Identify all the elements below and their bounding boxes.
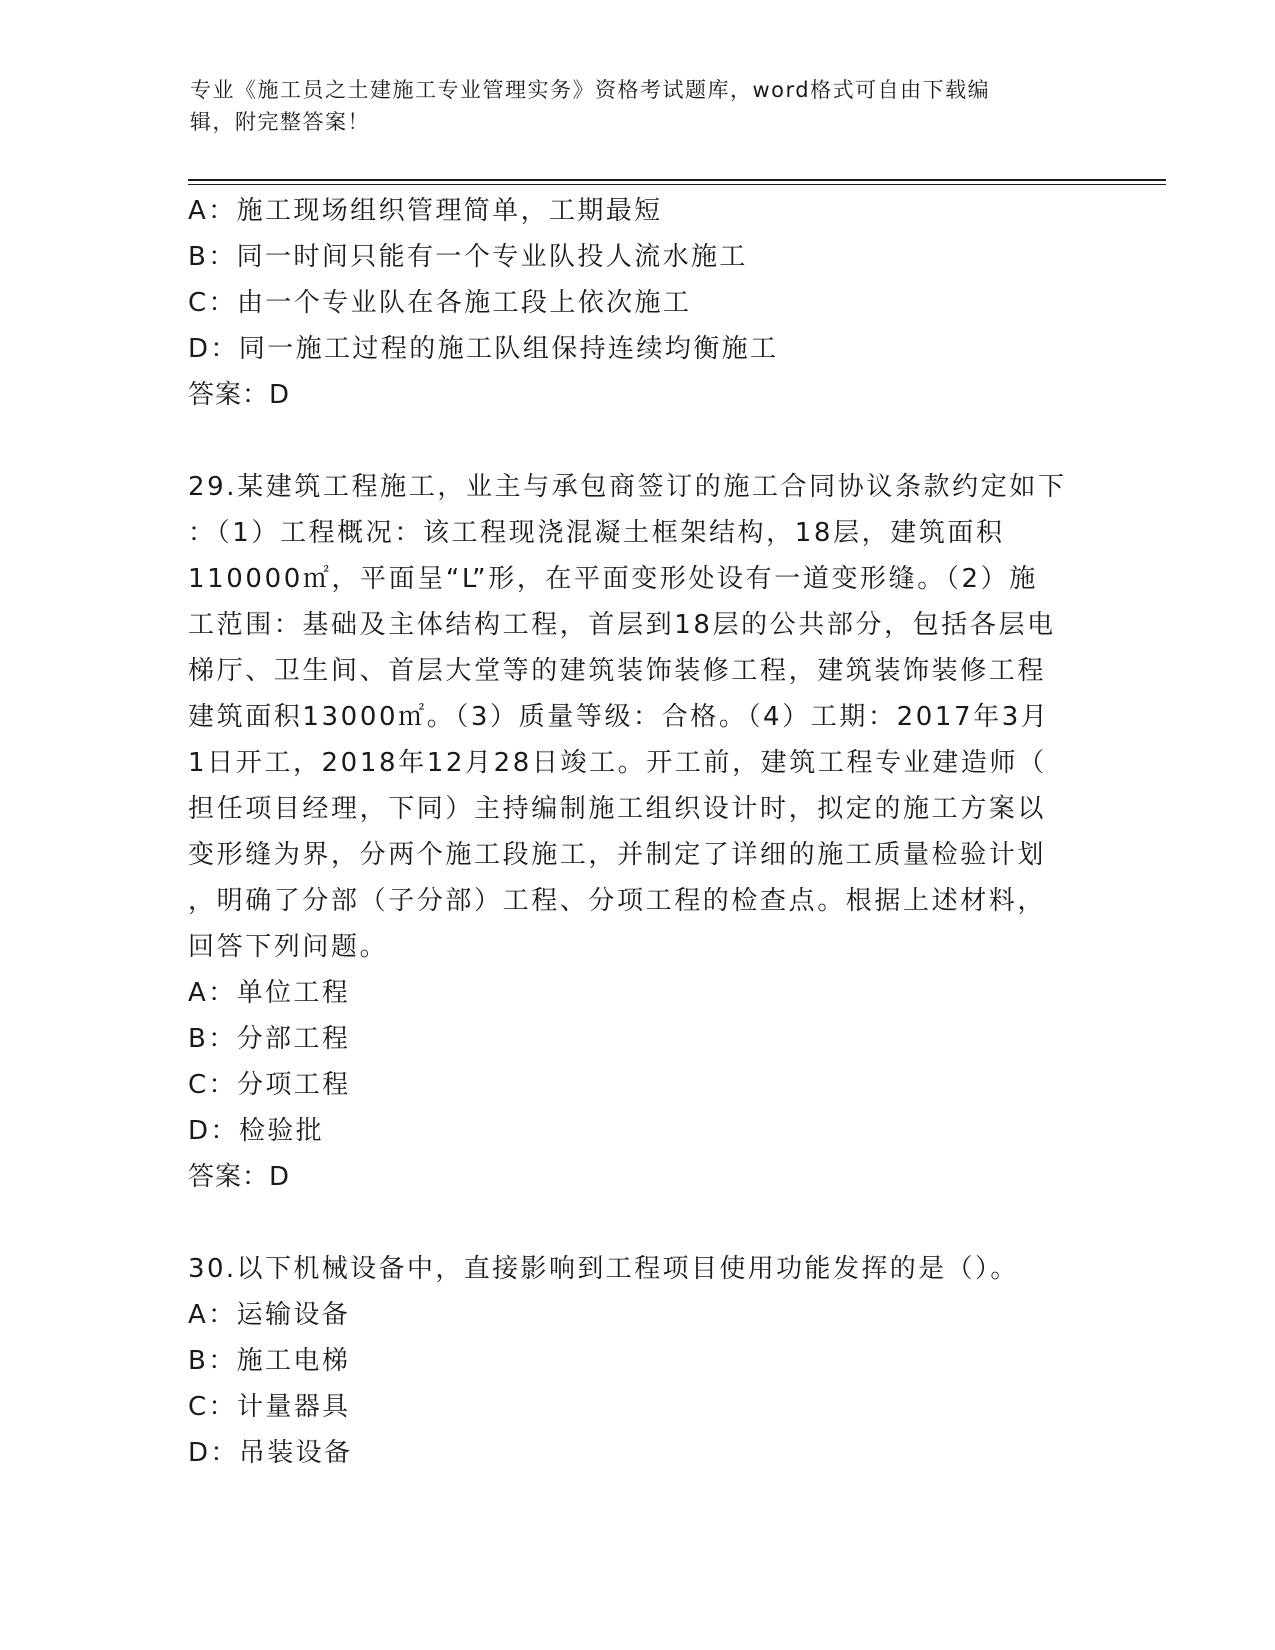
header-divider-thick <box>188 179 1166 181</box>
question-line: 回答下列问题。 <box>188 932 389 962</box>
question-line: 担任项目经理，下同）主持编制施工组织设计时，拟定的施工方案以 <box>188 794 1047 824</box>
question-line: 29.某建筑工程施工，业主与承包商签订的施工合同协议条款约定如下 <box>188 472 1067 502</box>
question-line: ，明确了分部（子分部）工程、分项工程的检查点。根据上述材料， <box>188 886 1047 916</box>
header-divider-thin <box>188 184 1166 185</box>
option-a: A：单位工程 <box>188 978 351 1008</box>
question-line: 110000㎡，平面呈“L”形，在平面变形处设有一道变形缝。（2）施 <box>188 564 1038 594</box>
spacer <box>188 418 1088 464</box>
header-line-2: 辑，附完整答案！ <box>190 110 370 134</box>
option-c: C：分项工程 <box>188 1070 351 1100</box>
spacer <box>188 1200 1088 1246</box>
question-line: ：（1）工程概况：该工程现浇混凝土框架结构，18层，建筑面积 <box>188 518 1005 548</box>
option-c: C：由一个专业队在各施工段上依次施工 <box>188 288 692 318</box>
option-b: B：同一时间只能有一个专业队投人流水施工 <box>188 242 748 272</box>
answer: 答案：D <box>188 1162 291 1192</box>
option-d: D：同一施工过程的施工队组保持连续均衡施工 <box>188 334 779 364</box>
question-line: 梯厅、卫生间、首层大堂等的建筑装饰装修工程，建筑装饰装修工程 <box>188 656 1047 686</box>
option-b: B：分部工程 <box>188 1024 351 1054</box>
option-c: C：计量器具 <box>188 1392 351 1422</box>
option-a: A：施工现场组织管理简单，工期最短 <box>188 196 663 226</box>
option-b: B：施工电梯 <box>188 1346 351 1376</box>
header-line-1: 专业《施工员之土建施工专业管理实务》资格考试题库，word格式可自由下载编 <box>190 78 991 102</box>
document-body <box>188 188 1088 1476</box>
question-text: 30.以下机械设备中，直接影响到工程项目使用功能发挥的是（）。 <box>188 1254 1019 1284</box>
question-line: 工范围：基础及主体结构工程，首层到18层的公共部分，包括各层电 <box>188 610 1056 640</box>
question-28 <box>188 188 1088 418</box>
option-a: A：运输设备 <box>188 1300 351 1330</box>
document-header <box>190 74 1090 138</box>
question-line: 建筑面积13000㎡。（3）质量等级：合格。（4）工期：2017年3月 <box>188 702 1050 732</box>
question-30 <box>188 1246 1088 1476</box>
option-d: D：检验批 <box>188 1116 325 1146</box>
option-d: D：吊装设备 <box>188 1438 353 1468</box>
question-line: 1日开工，2018年12月28日竣工。开工前，建筑工程专业建造师（ <box>188 748 1047 778</box>
answer: 答案：D <box>188 380 291 410</box>
question-text <box>188 464 1088 970</box>
question-line: 变形缝为界，分两个施工段施工，并制定了详细的施工质量检验计划 <box>188 840 1047 870</box>
question-29 <box>188 464 1088 1200</box>
